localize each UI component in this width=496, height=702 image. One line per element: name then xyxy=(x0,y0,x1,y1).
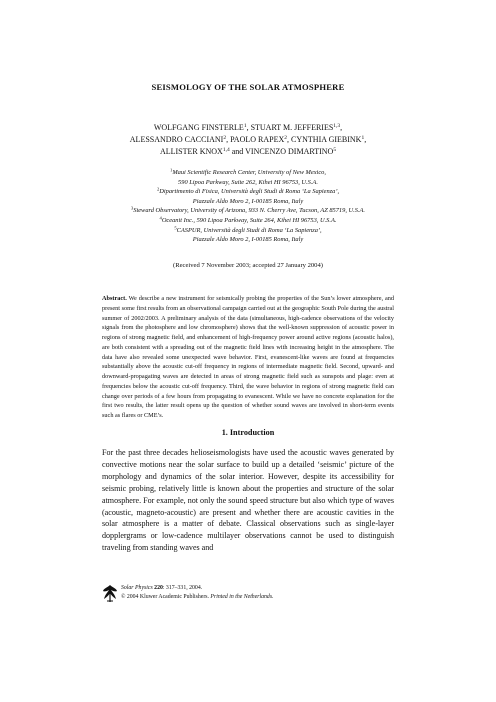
author-name: ALLISTER KNOX xyxy=(159,146,223,156)
publisher-logo-icon xyxy=(102,583,118,603)
author-affil-mark: 1 xyxy=(361,134,365,141)
journal-name: Solar Physics xyxy=(121,585,153,591)
received-dates: (Received 7 November 2003; accepted 27 January 2004) xyxy=(173,262,323,269)
abstract-text: We describe a new instrument for seismically probing the properties of the Sun’s lower atmosphere, and present some first results from an observational campaign carried out at the geographic South Pole during the austral summer of 2002/2003. A preliminary analysis of the data (simultaneous, high-cadence observations of the velocity signals from the photosphere and low chromosphere) shows that the well-known suppression of acoustic power in regions of strong magnetic field, and enhancement of high-frequency power around active regions (acoustic halos), are both consistent with a spreading out of the magnetic field lines with increasing height in the atmosphere. The data have also revealed some unexpected wave behavior. First, evanescent-like waves are found at frequencies substantially above the acoustic cut-off frequency in regions of intermediate magnetic field. Second, upward- and downward-propagating waves are detected in areas of strong magnetic field such as sunspots and plage: even at frequencies below the acoustic cut-off frequency. Third, the wave behavior in regions of strong magnetic field can change over periods of a few hours from propagating to evanescent. While we have no concrete explanation for the first two results, the latter result opens up the question of whether sound waves are involved in short-term events such as flares or CME’s. xyxy=(102,295,394,419)
journal-volume: 220 xyxy=(154,585,163,591)
affiliation-line: 590 Lipoa Parkway, Suite 262, Kihei HI 96753, U.S.A. xyxy=(178,178,318,186)
affiliation-line: $^2$Dipartimento di Fisica, Università degli Studi di Roma ‘La Sapienza’, xyxy=(156,186,340,196)
author-affil-mark: 5 xyxy=(333,146,337,153)
affiliation-line: $^3$Steward Observatory, University of Arizona, 933 N. Cherry Ave, Tucson, AZ 85719, U.S.A. xyxy=(130,205,366,215)
introduction-paragraph: For the past three decades helioseismologists have used the acoustic waves generated by convective motions near the solar surface to build up a detailed ‘seismic’ picture of the morphology and dynamics of the solar interior. However, despite its accessibility for seismic probing, relatively little is known about the properties and structure of the solar atmosphere. For example, not only the sound speed structure but also which type of waves (acoustic, magneto-acoustic) are present and whether there are acoustic cavities in the solar atmosphere is a matter of debate. Classical observations such as single-layer dopplergrams or low-cadence multilayer observations cannot be used to distinguish traveling from standing waves and xyxy=(102,448,394,553)
author-affil-mark: 1,4 xyxy=(222,146,230,153)
footer-text xyxy=(121,584,274,601)
author-name: VINCENZO DIMARTINO xyxy=(245,146,334,156)
copyright-notice: © 2004 Kluwer Academic Publishers. xyxy=(121,593,209,600)
author-line-3 xyxy=(160,147,336,156)
author-name: ALESSANDRO CACCIANI xyxy=(129,134,224,144)
journal-pages: : 317–331, 2004. xyxy=(162,585,203,591)
author-name: WOLFGANG FINSTERLE xyxy=(153,123,244,132)
affiliation-line: $^1$Maui Scientific Research Center, University of New Mexico, xyxy=(170,167,326,176)
affiliation-line: $^4$Oceanit Inc., 590 Lipoa Parkway, Suite 264, Kihei HI 96753, U.S.A. xyxy=(159,215,337,224)
and-word: and xyxy=(231,146,244,156)
introduction-body xyxy=(102,447,394,554)
journal-footer xyxy=(102,583,402,607)
affiliation-line: Piazzale Aldo Moro 2, I-00185 Roma, Italy xyxy=(192,236,304,244)
author-line-2: ALESSANDRO CACCIANI$^2$, PAOLO RAPEX$^2$, CYNTHIA GIEBINK$^1$, xyxy=(129,134,367,144)
author-name: CYNTHIA GIEBINK xyxy=(291,134,362,144)
author-affil-mark: 2 xyxy=(284,134,288,141)
author-affil-mark: 1,3 xyxy=(333,123,341,129)
author-name: PAOLO RAPEX xyxy=(230,134,285,144)
author-name: STUART M. JEFFERIES xyxy=(250,123,334,132)
abstract xyxy=(102,294,394,421)
author-list xyxy=(0,122,496,157)
author-affil-mark: 1 xyxy=(243,123,247,129)
author-line-1: WOLFGANG FINSTERLE$^1$, STUART M. JEFFERIES$^{1,3}$, xyxy=(153,123,343,132)
printed-notice: Printed in the Netherlands. xyxy=(210,593,274,600)
author-affil-mark: 2 xyxy=(223,134,227,141)
abstract-label: Abstract. xyxy=(102,295,127,302)
affiliation-line: Piazzale Aldo Moro 2, I-00185 Roma, Italy xyxy=(192,197,304,205)
affiliation-line: $^5$CASPUR, Università degli Studi di Roma ‘La Sapienza’, xyxy=(174,225,322,234)
section-heading-introduction: 1. Introduction xyxy=(221,428,275,437)
paper-title: SEISMOLOGY OF THE SOLAR ATMOSPHERE xyxy=(151,82,345,92)
affiliation-list xyxy=(0,168,496,245)
